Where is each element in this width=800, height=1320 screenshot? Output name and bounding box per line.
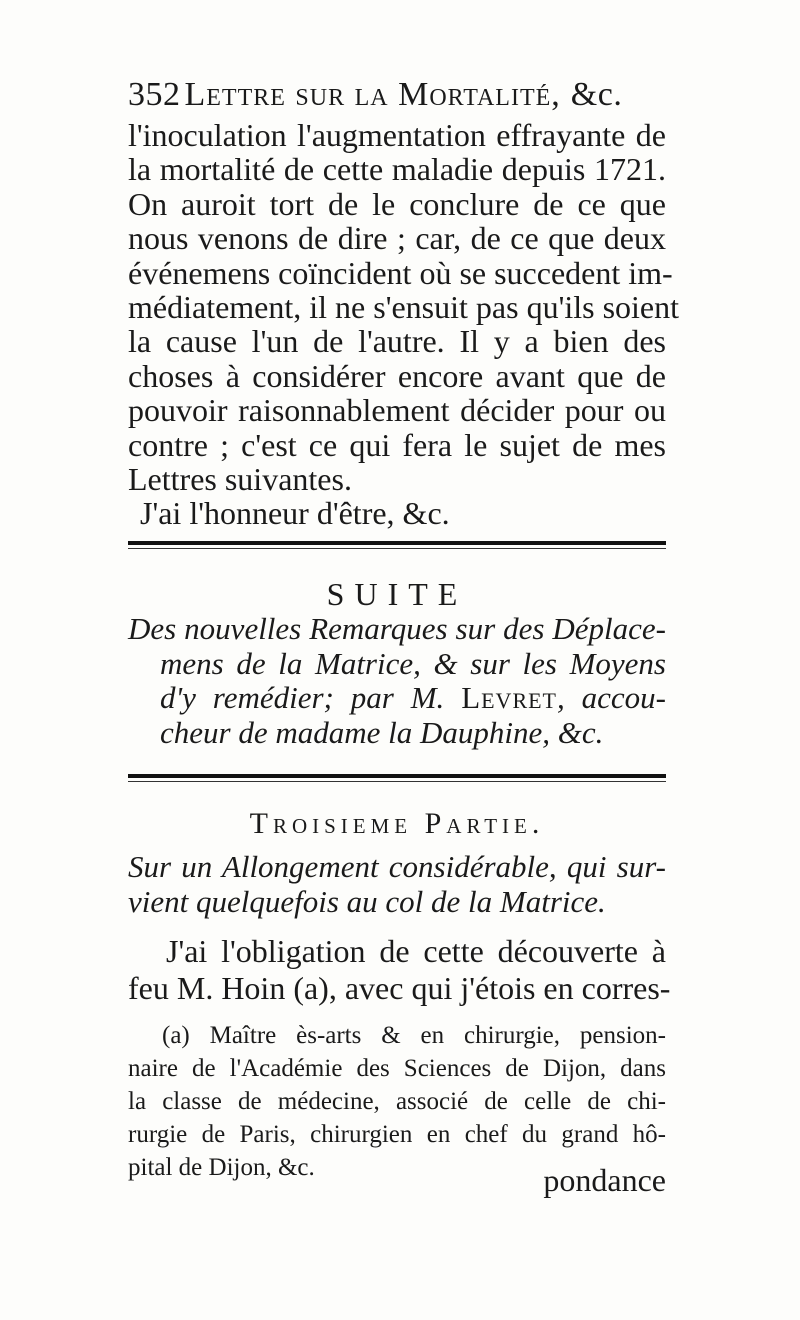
text-line: contre ; c'est ce qui fera le sujet de mes — [128, 426, 666, 463]
text-line: On auroit tort de le conclure de ce que — [128, 185, 666, 222]
section-divider-rule — [128, 541, 666, 545]
subtitle-line: mens de la Matrice, & sur les Moyens — [160, 645, 666, 681]
suite-heading: SUITE — [326, 576, 468, 612]
subtitle-line: Des nouvelles Remarques sur des Déplace- — [128, 611, 666, 646]
body-paragraph — [128, 117, 679, 532]
footnote-line: pital de Dijon, &c. — [128, 1154, 315, 1181]
part-heading: Troisieme Partie. — [249, 807, 545, 840]
text-line: l'inoculation l'augmentation effrayante de — [128, 117, 666, 153]
text-line: Lettres suivantes. — [128, 460, 352, 497]
closing-line: J'ai l'honneur d'être, &c. — [140, 495, 450, 532]
footnote-line: rurgie de Paris, chirurgien en chef du grand hô- — [128, 1121, 666, 1148]
running-head-etc: &c. — [570, 76, 623, 113]
page-number: 352 — [128, 76, 181, 113]
text-line: J'ai l'obligation de cette découverte à — [166, 933, 666, 969]
text-line: choses à considérer encore avant que de — [128, 357, 666, 394]
text-line: feu M. Hoin (a), avec qui j'étois en corres- — [128, 970, 671, 1006]
footnote — [128, 1019, 666, 1184]
suite-subtitle — [128, 612, 666, 750]
text-line: médiatement, il ne s'ensuit pas qu'ils soient — [128, 288, 679, 325]
subtitle-fragment: d'y remédier; par M. — [160, 680, 462, 715]
text-line: la mortalité de cette maladie depuis 1721. — [128, 151, 666, 188]
subtitle-fragment: , accou- — [557, 680, 667, 715]
running-head-title: Lettre sur la Mortalité, — [184, 76, 561, 113]
footnote-line: (a) Maître ès-arts & en chirurgie, pension- — [162, 1022, 666, 1049]
body-paragraph — [128, 933, 671, 1007]
running-head — [128, 76, 666, 120]
subtitle-line: vient quelquefois au col de la Matrice. — [128, 884, 606, 919]
section-divider-rule — [128, 774, 666, 778]
part-subtitle — [128, 849, 666, 919]
text-line: la cause l'un de l'autre. Il y a bien des — [128, 323, 666, 360]
catchword: pondance — [543, 1162, 666, 1198]
subtitle-line: cheur de madame la Dauphine, &c. — [160, 714, 604, 750]
footnote-line: la classe de médecine, associé de celle de chi- — [128, 1088, 666, 1115]
text-line: événemens coïncident où se succedent im- — [128, 254, 673, 291]
author-name: Levret — [461, 680, 558, 715]
footnote-line: naire de l'Académie des Sciences de Dijon, dans — [128, 1055, 666, 1082]
subtitle-line: Sur un Allongement considérable, qui sur- — [128, 849, 666, 884]
text-line: pouvoir raisonnablement décider pour ou — [128, 392, 666, 429]
text-line: nous venons de dire ; car, de ce que deux — [128, 220, 666, 257]
subtitle-line — [128, 681, 666, 716]
